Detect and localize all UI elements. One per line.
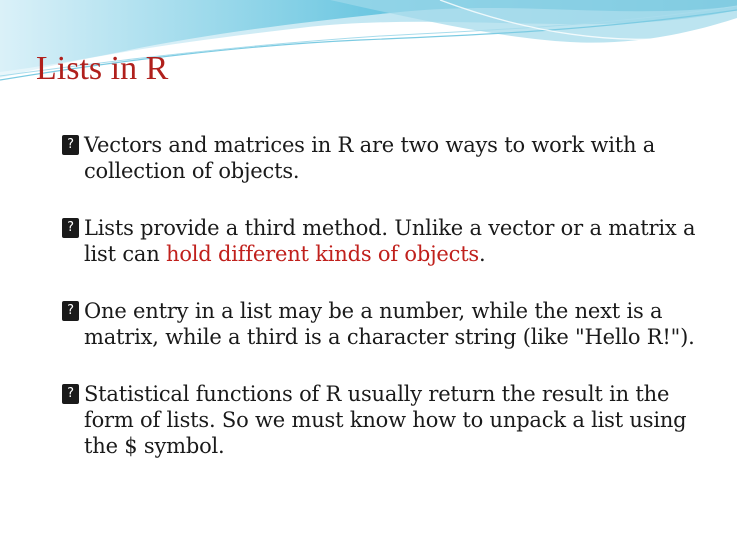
bullet-text: Lists provide a third method. Unlike a vector or a matrix a list can (84, 216, 696, 266)
bullet-marker-icon: ? (62, 135, 79, 155)
bullet-item (62, 298, 722, 350)
bullet-text-end: . (479, 242, 486, 266)
bullet-text: Vectors and matrices in R are two ways to work with a collection of objects. (84, 133, 656, 183)
bullet-marker-icon: ? (62, 301, 79, 321)
slide-title: Lists in R (36, 50, 169, 87)
bullet-text: Statistical functions of R usually return the result in the form of lists. So we must know how to unpack a list using the $ symbol. (84, 382, 687, 458)
bullet-highlight-text: hold different kinds of objects (166, 242, 480, 266)
bullet-marker-icon: ? (62, 384, 79, 404)
bullet-marker-icon: ? (62, 218, 79, 238)
bullet-text: One entry in a list may be a number, while the next is a matrix, while a third is a character string (like "Hello R!"). (84, 299, 695, 349)
bullet-item (62, 132, 722, 184)
bullet-item (62, 215, 722, 267)
bullet-item (62, 381, 722, 459)
bullet-list (62, 132, 722, 490)
